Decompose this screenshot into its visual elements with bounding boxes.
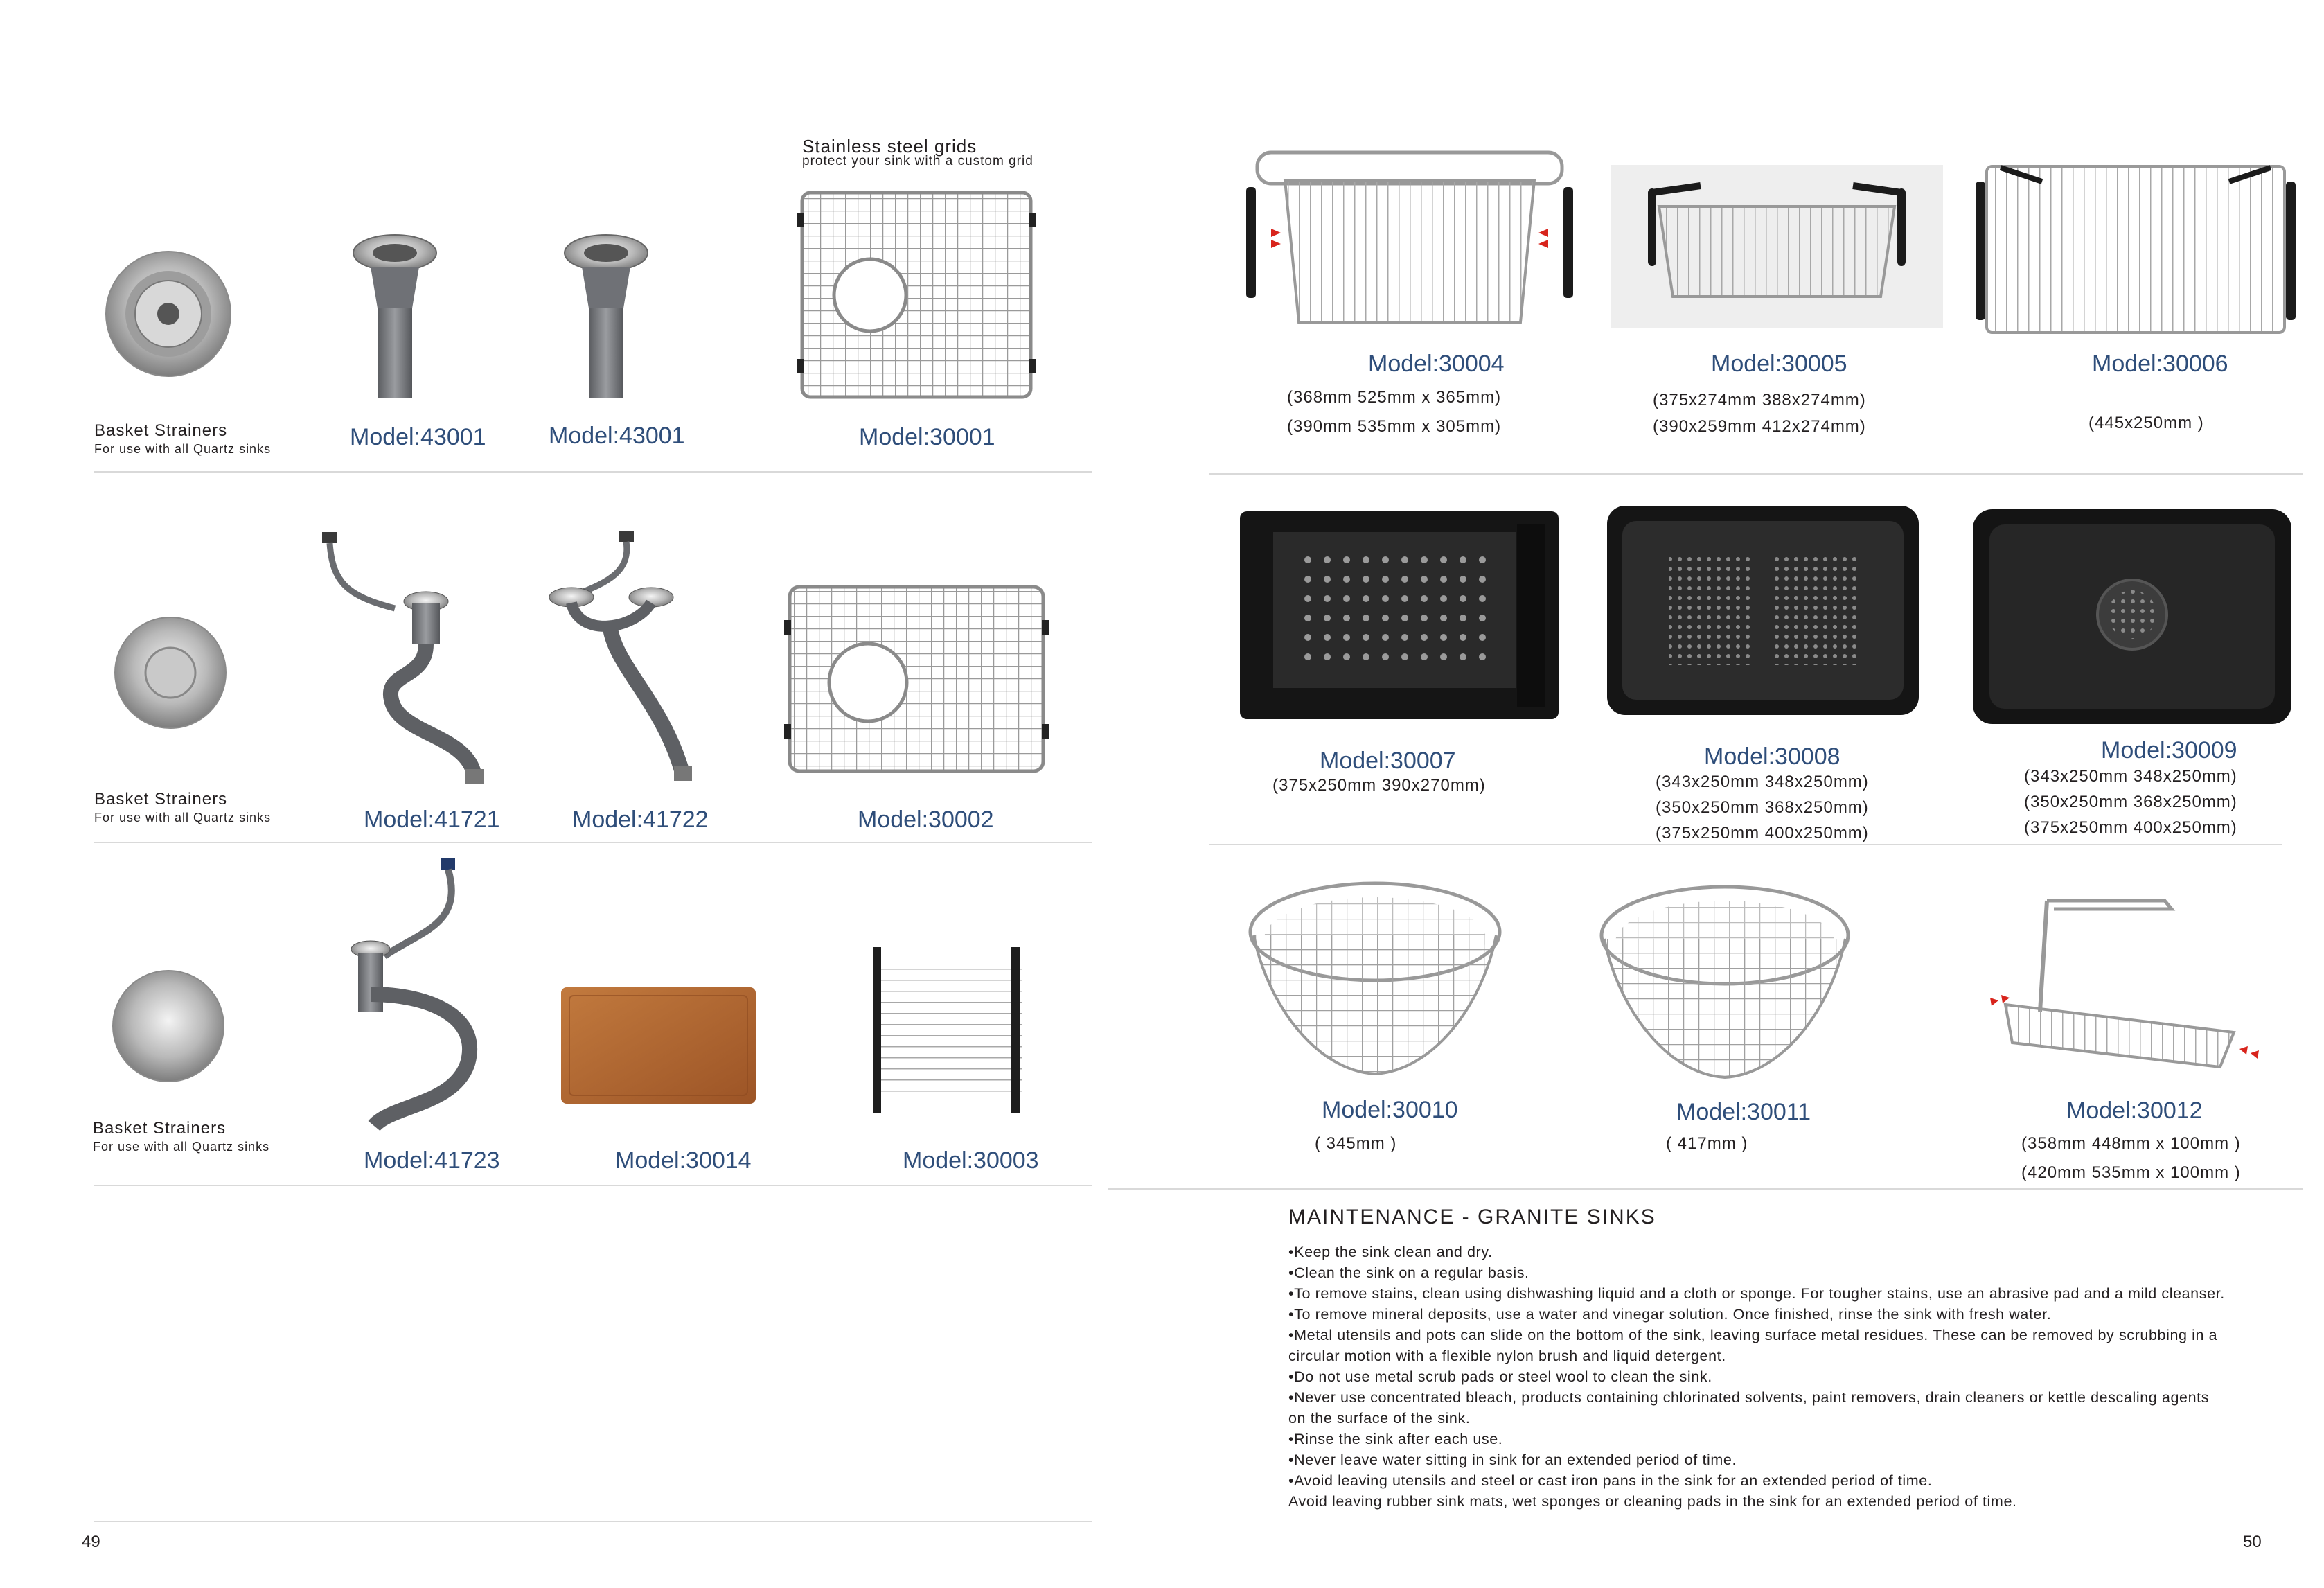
cutting-board-image bbox=[560, 986, 757, 1105]
drain-pipe-image bbox=[319, 527, 492, 790]
model-label: Model:41723 bbox=[364, 1147, 500, 1174]
expandable-sink-caddy-image bbox=[1985, 894, 2269, 1081]
black-colander-image bbox=[1607, 506, 1919, 715]
grids-heading-subtitle: protect your sink with a custom grid bbox=[802, 154, 1034, 168]
dimension-text: (350x250mm 368x250mm) bbox=[2024, 793, 2237, 811]
model-label: Model:30004 bbox=[1368, 351, 1505, 377]
page-number-right: 50 bbox=[2243, 1533, 2262, 1551]
roll-up-rack-image bbox=[873, 944, 1022, 1117]
strainer-subtitle: For use with all Quartz sinks bbox=[93, 1140, 270, 1154]
maintenance-line: •Rinse the sink after each use. bbox=[1288, 1431, 1503, 1447]
model-label: Model:41722 bbox=[572, 806, 709, 833]
divider bbox=[94, 471, 1092, 473]
divider bbox=[94, 1521, 1092, 1522]
maintenance-line: •To remove mineral deposits, use a water and vinegar solution. Once finished, rinse the sink with fresh water. bbox=[1288, 1306, 2052, 1323]
model-label: Model:30001 bbox=[859, 424, 995, 450]
model-label: Model:43001 bbox=[350, 424, 486, 450]
drain-pipe-image bbox=[537, 527, 710, 790]
maintenance-title: MAINTENANCE - GRANITE SINKS bbox=[1288, 1206, 1656, 1228]
dish-rack-image bbox=[1611, 165, 1943, 328]
basket-strainer-image bbox=[350, 232, 440, 402]
divider bbox=[1209, 473, 2303, 475]
dimension-text: (375x274mm 388x274mm) bbox=[1653, 391, 1866, 409]
model-label: Model:30014 bbox=[615, 1147, 752, 1174]
model-label: Model:30002 bbox=[858, 806, 994, 833]
maintenance-line: •Clean the sink on a regular basis. bbox=[1288, 1264, 1529, 1281]
round-basket-image bbox=[1592, 876, 1859, 1084]
strainer-subtitle: For use with all Quartz sinks bbox=[94, 442, 272, 456]
maintenance-line: •Avoid leaving utensils and steel or cast iron pans in the sink for an extended period of time. bbox=[1288, 1472, 1933, 1489]
black-sink-image bbox=[1973, 509, 2291, 724]
dimension-text: (390mm 535mm x 305mm) bbox=[1287, 417, 1502, 436]
model-label: Model:30008 bbox=[1704, 743, 1840, 770]
dish-rack-image bbox=[1243, 145, 1576, 333]
divider bbox=[94, 842, 1092, 843]
dimension-text: (343x250mm 348x250mm) bbox=[2024, 767, 2237, 786]
divider bbox=[1209, 844, 2282, 845]
dimension-text: (390x259mm 412x274mm) bbox=[1653, 417, 1866, 436]
model-label: Model:30007 bbox=[1320, 748, 1456, 774]
dimension-text: (358mm 448mm x 100mm ) bbox=[2021, 1134, 2241, 1153]
strainer-flange-image bbox=[103, 248, 234, 380]
model-label: Model:30005 bbox=[1711, 351, 1847, 377]
dish-rack-image bbox=[1973, 161, 2298, 341]
model-label: Model:41721 bbox=[364, 806, 500, 833]
strainer-title: Basket Strainers bbox=[93, 1119, 227, 1138]
maintenance-line: •To remove stains, clean using dishwashing liquid and a cloth or sponge. For tougher stains, use an abrasive pad and a mild cleanser. bbox=[1288, 1285, 2225, 1302]
dimension-text: ( 417mm ) bbox=[1666, 1134, 1748, 1153]
black-colander-image bbox=[1240, 511, 1559, 719]
drain-pipe-image bbox=[343, 856, 488, 1133]
model-label: Model:30003 bbox=[903, 1147, 1039, 1174]
model-label: Model:30011 bbox=[1676, 1099, 1811, 1125]
dimension-text: ( 345mm ) bbox=[1315, 1134, 1397, 1153]
maintenance-line: •Never leave water sitting in sink for an extended period of time. bbox=[1288, 1452, 1737, 1468]
maintenance-line: •Never use concentrated bleach, products containing chlorinated solvents, paint removers, drain cleaners or kettle descaling agents bbox=[1288, 1389, 2210, 1406]
maintenance-line: circular motion with a flexible nylon brush and liquid detergent. bbox=[1288, 1348, 1726, 1364]
sink-grid-image bbox=[781, 579, 1052, 779]
maintenance-line: •Do not use metal scrub pads or steel wool to clean the sink. bbox=[1288, 1368, 1712, 1385]
model-label: Model:30006 bbox=[2092, 351, 2228, 377]
strainer-subtitle: For use with all Quartz sinks bbox=[94, 811, 272, 824]
round-basket-image bbox=[1240, 873, 1510, 1081]
maintenance-line: on the surface of the sink. bbox=[1288, 1410, 1471, 1427]
dimension-text: (445x250mm ) bbox=[2088, 414, 2204, 432]
divider bbox=[94, 1185, 1092, 1186]
dimension-text: (375x250mm 400x250mm) bbox=[2024, 818, 2237, 837]
model-label: Model:43001 bbox=[549, 423, 685, 449]
dimension-text: (420mm 535mm x 100mm ) bbox=[2021, 1163, 2241, 1182]
maintenance-line: Avoid leaving rubber sink mats, wet sponges or cleaning pads in the sink for an extended period of time. bbox=[1288, 1493, 2017, 1510]
grids-heading-title: Stainless steel grids bbox=[802, 136, 977, 157]
dimension-text: (375x250mm 400x250mm) bbox=[1656, 824, 1869, 842]
basket-strainer-image bbox=[561, 232, 651, 402]
model-label: Model:30012 bbox=[2066, 1097, 2203, 1124]
strainer-flange-image bbox=[113, 615, 228, 730]
divider bbox=[1108, 1188, 2303, 1190]
sink-grid-image bbox=[795, 186, 1038, 404]
maintenance-line: •Metal utensils and pots can slide on the bottom of the sink, leaving surface metal residues. These can be removed by scrubbing in a bbox=[1288, 1327, 2218, 1343]
dimension-text: (375x250mm 390x270mm) bbox=[1272, 776, 1486, 795]
strainer-title: Basket Strainers bbox=[94, 421, 228, 440]
maintenance-line: •Keep the sink clean and dry. bbox=[1288, 1244, 1493, 1260]
dimension-text: (343x250mm 348x250mm) bbox=[1656, 773, 1869, 791]
dimension-text: (368mm 525mm x 365mm) bbox=[1287, 388, 1502, 407]
model-label: Model:30010 bbox=[1322, 1097, 1458, 1123]
strainer-title: Basket Strainers bbox=[94, 790, 228, 809]
dimension-text: (350x250mm 368x250mm) bbox=[1656, 798, 1869, 817]
page-number-left: 49 bbox=[82, 1533, 100, 1551]
strainer-cap-image bbox=[111, 969, 226, 1084]
model-label: Model:30009 bbox=[2101, 737, 2237, 764]
